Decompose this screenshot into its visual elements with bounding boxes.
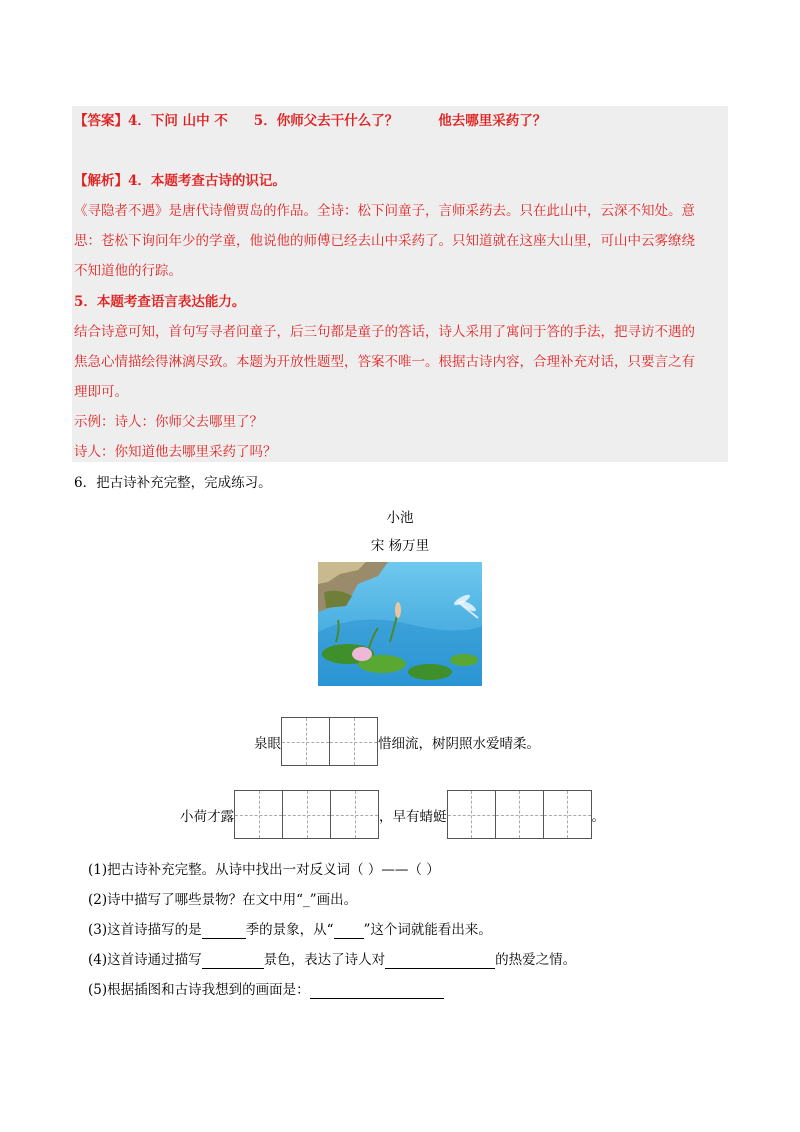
answer-blank[interactable] — [202, 952, 264, 969]
sub-question-5: (5)根据插图和古诗我想到的画面是： — [88, 978, 444, 999]
answer-q4: 4．下问 山中 不 — [128, 113, 228, 129]
analysis-header — [74, 172, 286, 190]
poem-line-1-prefix: 泉眼 — [254, 735, 281, 752]
tianzi-cell[interactable] — [543, 790, 592, 839]
analysis-q5-line-3: 理即可。 — [74, 384, 128, 400]
analysis-label: 【解析】 — [74, 173, 128, 189]
tianzi-grid[interactable] — [447, 790, 592, 839]
sub-question-2: (2)诗中描写了哪些景物？在文中用“_”画出。 — [88, 892, 358, 908]
tianzi-cell[interactable] — [282, 790, 331, 839]
sub-question-1: (1)把古诗补充完整。从诗中找出一对反义词（ ）——（ ） — [88, 862, 440, 878]
tianzi-cell[interactable] — [447, 790, 496, 839]
pond-illustration — [318, 562, 482, 686]
poem-line-1-suffix: 惜细流，树阴照水爱晴柔。 — [378, 735, 540, 752]
answer-blank[interactable] — [202, 922, 246, 939]
answer-q5: 5．你师父去干什么了？ — [253, 113, 399, 129]
sub-question-3: (3)这首诗描写的是 季的景象，从“ ”这个词就能看出来。 — [88, 922, 492, 938]
tianzi-cell[interactable] — [329, 717, 378, 766]
poem-line-2 — [180, 790, 605, 839]
analysis-example-2: 诗人：你知道他去哪里采药了吗？ — [74, 444, 277, 460]
answer-q5b: 他去哪里采药了？ — [438, 113, 547, 129]
tianzi-cell[interactable] — [234, 790, 283, 839]
answer-line — [74, 112, 546, 130]
tianzi-cell[interactable] — [281, 717, 330, 766]
tianzi-grid[interactable] — [234, 790, 379, 839]
answer-blank[interactable] — [385, 952, 495, 969]
analysis-q5-line-1: 结合诗意可知，首句写寻者问童子，后三句都是童子的答话，诗人采用了寓问于答的手法，把寻访不遇的 — [74, 324, 695, 340]
answer-panel — [72, 106, 728, 462]
analysis-q5-title: 5．本题考查语言表达能力。 — [74, 294, 246, 310]
answer-blank[interactable] — [334, 922, 364, 939]
answer-label: 【答案】 — [74, 113, 128, 129]
analysis-q4-title: 4．本题考查古诗的识记。 — [128, 173, 286, 189]
poem-line-1 — [254, 717, 540, 766]
tianzi-cell[interactable] — [330, 790, 379, 839]
lotus-leaf — [450, 654, 478, 666]
lotus-bud — [352, 647, 372, 661]
analysis-line-3: 不知道他的行踪。 — [74, 263, 182, 279]
analysis-line-1: 《寻隐者不遇》是唐代诗僧贾岛的作品。全诗：松下问童子，言师采药去。只在此山中，云深不知处。意 — [74, 203, 695, 219]
lotus-leaf — [408, 664, 452, 680]
tianzi-cell[interactable] — [495, 790, 544, 839]
poem-title: 小池 — [386, 510, 414, 526]
poem-author: 宋 杨万里 — [370, 538, 430, 554]
poem-line-2-middle: ，早有蜻蜓 — [379, 808, 447, 825]
analysis-line-2: 思：苍松下询问年少的学童，他说他的师傅已经去山中采药了。只知道就在这座大山里，可山中云雾缭绕 — [74, 233, 695, 249]
tianzi-grid[interactable] — [281, 717, 378, 766]
question6-prompt: 6．把古诗补充完整，完成练习。 — [74, 475, 272, 491]
analysis-example-1: 示例：诗人：你师父去哪里了？ — [74, 414, 263, 430]
answer-blank[interactable] — [310, 982, 444, 999]
analysis-q5-line-2: 焦急心情描绘得淋漓尽致。本题为开放性题型，答案不唯一。根据古诗内容，合理补充对话，只要言之有 — [74, 354, 695, 370]
poem-line-2-prefix: 小荷才露 — [180, 808, 234, 825]
sub-question-4: (4)这首诗通过描写 景色，表达了诗人对 的热爱之情。 — [88, 952, 577, 968]
poem-line-2-suffix: 。 — [591, 808, 605, 825]
